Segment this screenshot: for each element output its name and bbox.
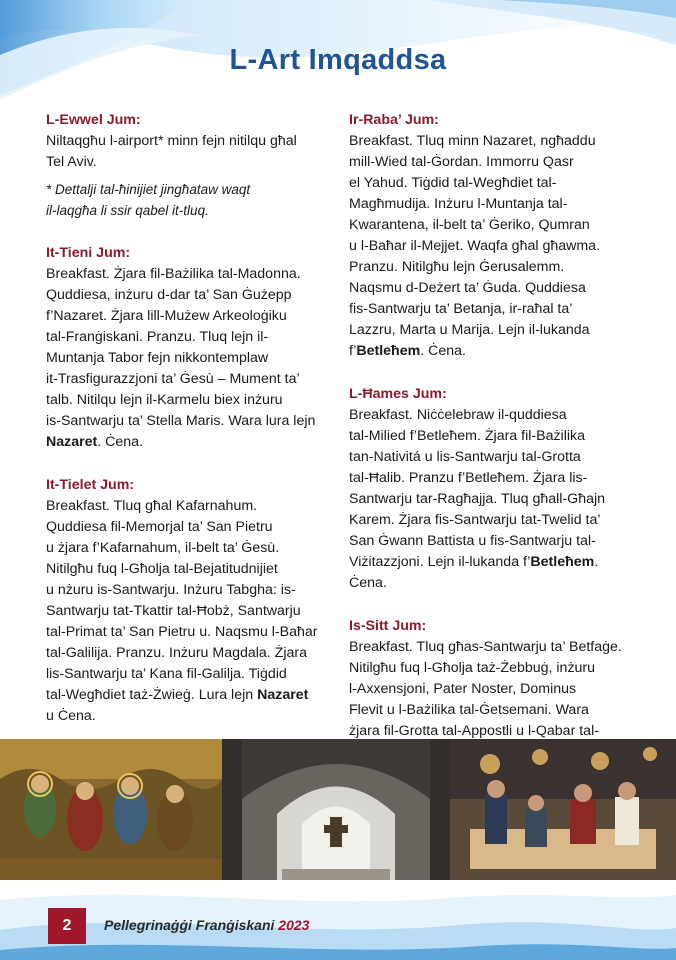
day-title: Ir-Raba’ Jum: <box>349 112 439 128</box>
pilgrims-photo <box>450 739 676 891</box>
day-note: * Dettalji tal-ħinijiet jingħataw waqt il-laqgħa li ssir qabel it-tluq. <box>46 182 251 218</box>
day-body: Breakfast. Tluq għas-Santwarju ta’ Betfaġe. Nitilgħu fuq l-Għolja taż-Żebbuġ, inżuru l-Axxensjoni, Pater Noster, Dominus Flevit u l-Bażilika tal-Ġetsemani. Wara żjara fil-Grotta tal-Appostli u l-Qabar tal- <box>349 639 622 739</box>
day-title: Is-Sitt Jum: <box>349 618 427 634</box>
footer-year: 2023 <box>278 917 310 933</box>
day-title: It-Tieni Jum: <box>46 245 131 261</box>
day-section <box>46 475 346 727</box>
day-place: Nazaret <box>46 434 98 450</box>
day-body-text: Breakfast. Tluq għal Kafarnahum. Quddiesa fil-Memorjal ta’ San Pietru u żjara f’Kafarnahum, il-belt ta’ Ġesù. Nitilgħu fuq l-Għolja tal-Bejatitudnijiet u nżuru is-Santwarju. Inżuru Tabgha: is- Santwarju tat-Tkattir tal-Ħobż, Santwarju tal-Primat ta’ San Pietru u. Naqsmu l-Baħar tal-Galilija. Pranzu. Inżuru Magdala. Żjara lis-Santwarju ta’ Kana fil-Galilja. Tiġdid tal-Wegħdiet taż-Żwieġ. Lura lejn <box>46 498 318 703</box>
day-title: It-Tielet Jum: <box>46 477 135 493</box>
footer-waves <box>0 880 676 960</box>
mosaic-photo <box>0 739 222 891</box>
day-ending: . Ċena. <box>349 554 599 591</box>
footer-title <box>104 917 309 933</box>
day-place: Betleħem <box>356 343 421 359</box>
day-body-text: Breakfast. Tluq minn Nazaret, ngħaddu mill-Wied tal-Ġordan. Immorru Qasr el Yahud. Tiġdid tal-Wegħdiet tal- Magħmudija. Inżuru l-Muntanja tal- Kwarantena, il-belt ta’ Ġeriko, Qumran u l-Baħar il-Mejjet. Waqfa għal għawma. Pranzu. Nitilgħu lejn Ġerusalemm. Naqsmu d-Deżert ta’ Ġuda. Quddiesa fis-Santwarju ta’ Betanja, ir-raħal ta’ Lazzru, Marta u Marija. Lejn il-lukanda f’ <box>349 133 601 359</box>
page-title: L-Art Imqaddsa <box>229 44 447 76</box>
day-body <box>349 405 649 594</box>
day-ending: u Ċena. <box>46 708 96 724</box>
day-body <box>46 496 346 727</box>
day-section <box>46 110 346 221</box>
photo-strip <box>0 739 676 891</box>
day-body <box>46 264 346 453</box>
day-section <box>349 384 649 594</box>
page-number: 2 <box>48 908 86 944</box>
day-body-text: Breakfast. Niċċelebraw il-quddiesa tal-Milied f’Betleħem. Żjara fil-Bażilika tan-Nativitá u lis-Santwarju tal-Grotta tal-Ħalib. Pranzu f’Betleħem. Żjara lis- Santwarju tar-Ragħajja. Tluq għall-Għajn Karem. Żjara fis-Santwarju tat-Twelid ta’ San Ġwann Battista u fis-Santwarju tal- Viżitazzjoni. Lejn il-lukanda f’ <box>349 407 606 570</box>
right-column <box>349 110 649 785</box>
day-place: Nazaret <box>257 687 309 703</box>
day-body: Niltaqgħu l-airport* minn fejn nitilqu għal Tel Aviv. <box>46 133 297 170</box>
day-ending: . Ċena. <box>97 434 144 450</box>
day-ending: . Ċena. <box>420 343 466 359</box>
church-interior-photo <box>222 739 450 891</box>
day-title: L-Ewwel Jum: <box>46 112 141 128</box>
day-section <box>349 110 649 362</box>
day-section <box>46 243 346 453</box>
day-place: Betleħem <box>530 554 595 570</box>
footer-text: Pellegrinaġġi Franġiskani <box>104 917 275 933</box>
day-body-text: Breakfast. Żjara fil-Bażilika tal-Madonna. Quddiesa, inżuru d-dar ta’ San Ġużepp f’Nazaret. Żjara lill-Mużew Arkeoloġiku tal-Franġiskani. Pranzu. Tluq lejn il- Muntanja Tabor fejn nikkontemplaw it-Trasfigurazzjoni ta’ Ġesù – Mument ta’ talb. Nitilqu lejn il-Karmelu biex inżuru is-Santwarju ta’ Stella Maris. Wara lura lejn <box>46 266 316 429</box>
left-column <box>46 110 346 749</box>
day-body <box>349 131 649 362</box>
day-title: L-Ħames Jum: <box>349 386 447 402</box>
